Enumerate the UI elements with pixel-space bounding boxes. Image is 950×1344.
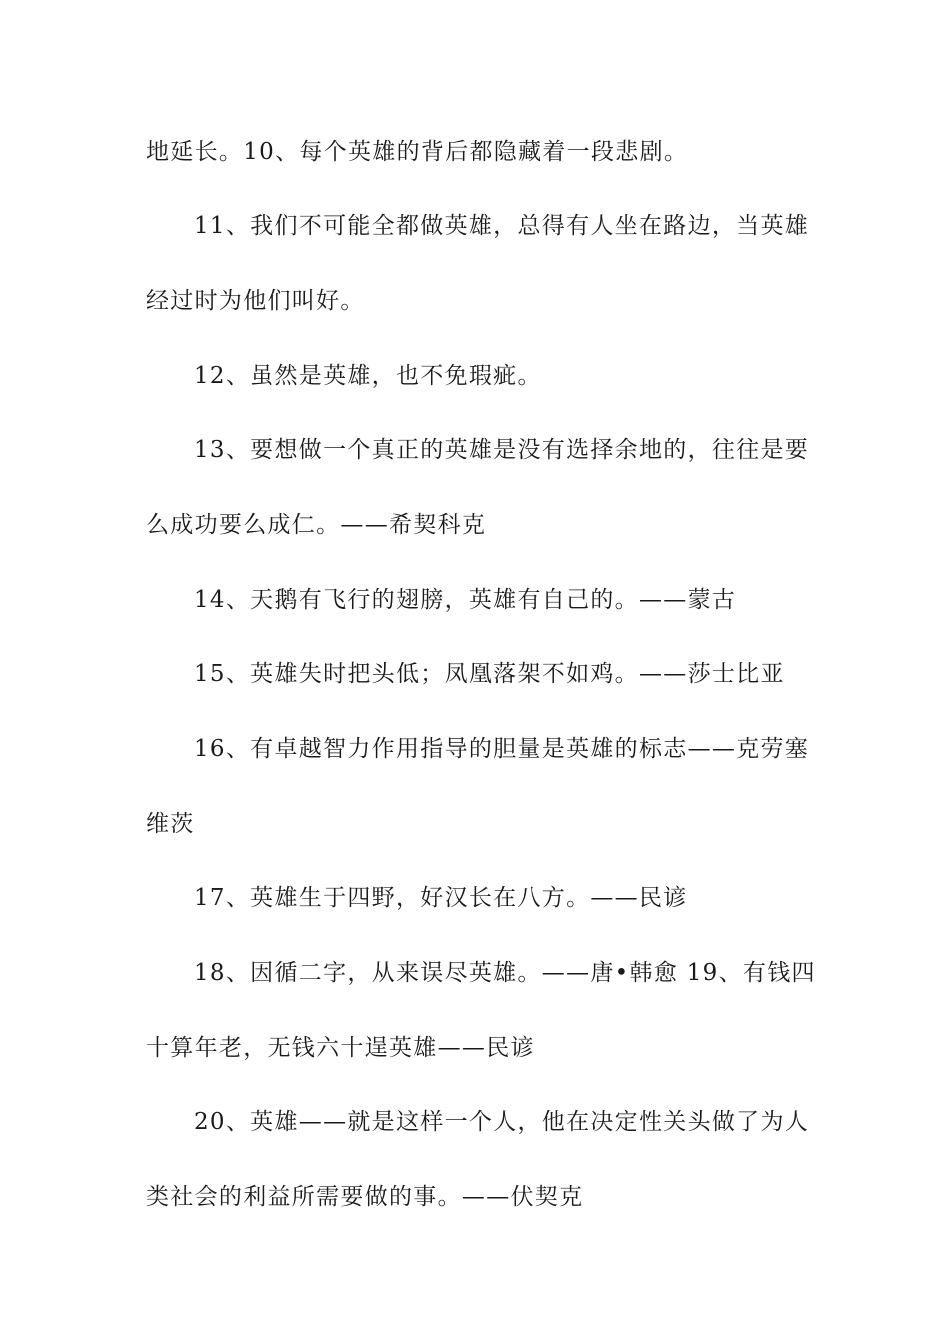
text-line-8: 15、英雄失时把头低；凤凰落架不如鸡。——莎士比亚 bbox=[194, 661, 785, 687]
text-line-6: 么成功要么成仁。——希契科克 bbox=[146, 512, 487, 538]
text-line-9: 16、有卓越智力作用指导的胆量是英雄的标志——克劳塞 bbox=[194, 736, 810, 762]
text-line-15: 类社会的利益所需要做的事。——伏契克 bbox=[146, 1184, 584, 1210]
text-line-14: 20、英雄——就是这样一个人，他在决定性关头做了为人 bbox=[194, 1109, 810, 1135]
text-line-13: 十算年老，无钱六十逞英雄——民谚 bbox=[146, 1035, 535, 1061]
text-line-4: 12、虽然是英雄，也不免瑕疵。 bbox=[194, 363, 542, 389]
text-line-2: 11、我们不可能全都做英雄，总得有人坐在路边，当英雄 bbox=[194, 213, 810, 239]
text-line-5: 13、要想做一个真正的英雄是没有选择余地的，往往是要 bbox=[194, 437, 810, 463]
text-line-12: 18、因循二字，从来误尽英雄。——唐•韩愈 19、有钱四 bbox=[194, 960, 816, 986]
text-line-1: 地延长。10、每个英雄的背后都隐藏着一段悲剧。 bbox=[146, 139, 689, 165]
text-line-3: 经过时为他们叫好。 bbox=[146, 288, 365, 314]
text-line-10: 维茨 bbox=[146, 811, 195, 837]
text-line-11: 17、英雄生于四野，好汉长在八方。——民谚 bbox=[194, 885, 688, 911]
text-line-7: 14、天鹅有飞行的翅膀，英雄有自己的。——蒙古 bbox=[194, 587, 737, 613]
